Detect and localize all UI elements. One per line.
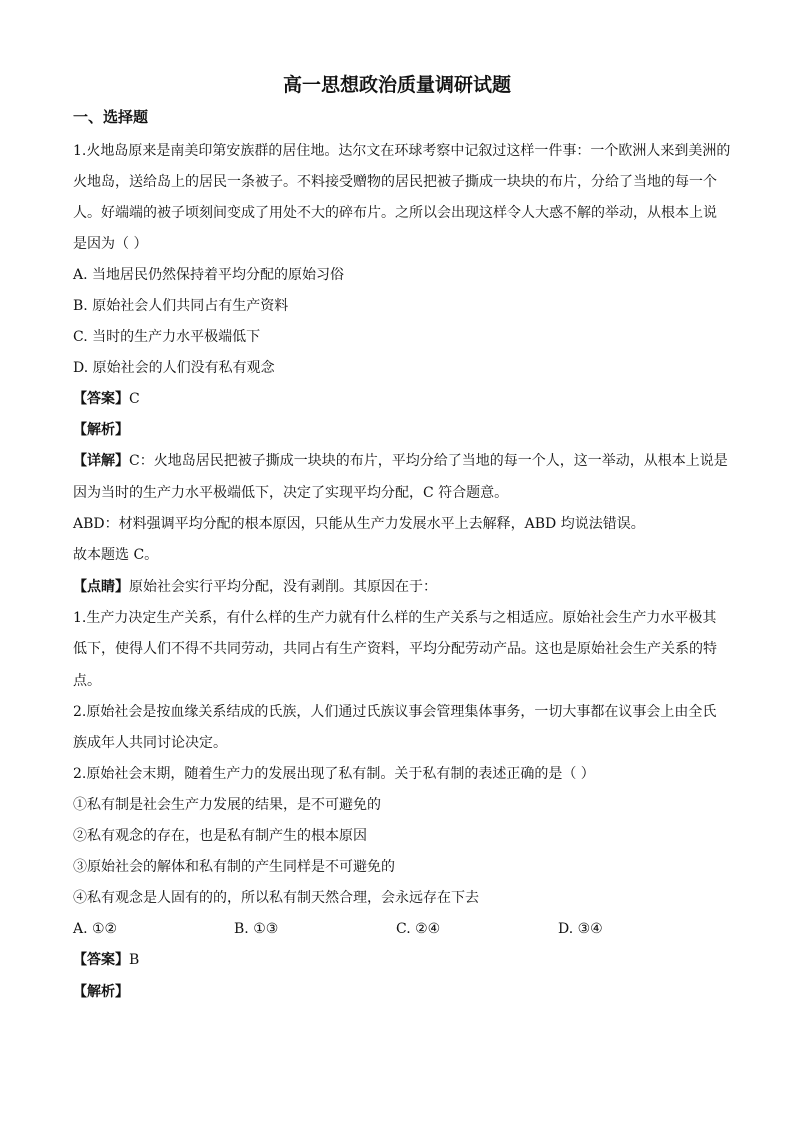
- q1-detail-line-2: 因为当时的生产力水平极端低下，决定了实现平均分配，C 符合题意。: [73, 485, 509, 501]
- q2-statement-4: ④私有观念是人固有的的，所以私有制天然合理，会永远存在下去: [73, 890, 479, 906]
- q2-answer-value: B: [129, 952, 140, 968]
- q2-answer-line: [73, 951, 723, 969]
- q1-point-text-1: 原始社会实行平均分配，没有剥削。其原因在于：: [129, 579, 437, 595]
- q2-statement-1: ①私有制是社会生产力发展的结果，是不可避免的: [73, 797, 381, 813]
- q1-option-c: C. 当时的生产力水平极端低下: [73, 329, 261, 345]
- q1-point-line-3: 低下，使得人们不得不共同劳动，共同占有生产资料，平均分配劳动产品。这也是原始社会生产关系的特: [73, 641, 717, 657]
- q1-point-line-1: [73, 578, 723, 596]
- q2-statement-3: ③原始社会的解体和私有制的产生同样是不可避免的: [73, 859, 395, 875]
- q2-option-c: C. ②④: [396, 921, 441, 937]
- q2-analysis-tag: 【解析】: [73, 984, 129, 1000]
- q1-detail-text-1: C：火地岛居民把被子撕成一块块的布片，平均分给了当地的每一个人，这一举动，从根本上说是: [129, 453, 728, 469]
- q1-detail-line-4: 故本题选 C。: [73, 547, 159, 563]
- q1-option-b: B. 原始社会人们共同占有生产资料: [73, 298, 289, 314]
- q1-stem-line-4: 是因为（ ）: [73, 236, 148, 252]
- q2-stem: 2.原始社会末期，随着生产力的发展出现了私有制。关于私有制的表述正确的是（ ）: [73, 766, 595, 782]
- q1-point-line-5: 2.原始社会是按血缘关系结成的氏族，人们通过氏族议事会管理集体事务，一切大事都在议事会上由全氏: [73, 704, 717, 720]
- q1-analysis-tag: 【解析】: [73, 422, 129, 438]
- q1-point-line-6: 族成年人共同讨论决定。: [73, 735, 227, 751]
- q1-point-tag: 【点睛】: [73, 579, 129, 595]
- q1-detail-line-1: [73, 452, 728, 470]
- q2-option-d: D. ③④: [558, 921, 603, 937]
- q1-answer-line: [73, 390, 723, 408]
- section-heading: 一、选择题: [73, 108, 149, 126]
- q1-option-d: D. 原始社会的人们没有私有观念: [73, 360, 275, 376]
- q1-answer-tag: 【答案】: [73, 391, 129, 407]
- q2-answer-tag: 【答案】: [73, 952, 129, 968]
- page-title: 高一思想政治质量调研试题: [282, 74, 511, 96]
- q1-stem-line-3: 人。好端端的被子顷刻间变成了用处不大的碎布片。之所以会出现这样令人大惑不解的举动，从根本上说: [73, 205, 717, 221]
- q1-option-a: A. 当地居民仍然保持着平均分配的原始习俗: [73, 267, 345, 283]
- q1-stem-line-2: 火地岛，送给岛上的居民一条被子。不料接受赠物的居民把被子撕成一块块的布片，分给了当地的每一个: [73, 174, 717, 190]
- q2-option-a: A. ①②: [73, 921, 118, 937]
- q1-detail-line-3: ABD：材料强调平均分配的根本原因，只能从生产力发展水平上去解释，ABD 均说法错误。: [73, 516, 645, 532]
- q2-option-b: B. ①③: [234, 921, 279, 937]
- q1-point-line-2: 1.生产力决定生产关系，有什么样的生产力就有什么样的生产关系与之相适应。原始社会生产力水平极其: [73, 610, 717, 626]
- q1-point-line-4: 点。: [73, 673, 101, 689]
- q1-detail-tag: 【详解】: [73, 453, 129, 469]
- q1-answer-value: C: [129, 391, 140, 407]
- q1-stem-line-1: 1.火地岛原来是南美印第安族群的居住地。达尔文在环球考察中记叙过这样一件事：一个欧洲人来到美洲的: [73, 143, 731, 159]
- q2-statement-2: ②私有观念的存在，也是私有制产生的根本原因: [73, 828, 367, 844]
